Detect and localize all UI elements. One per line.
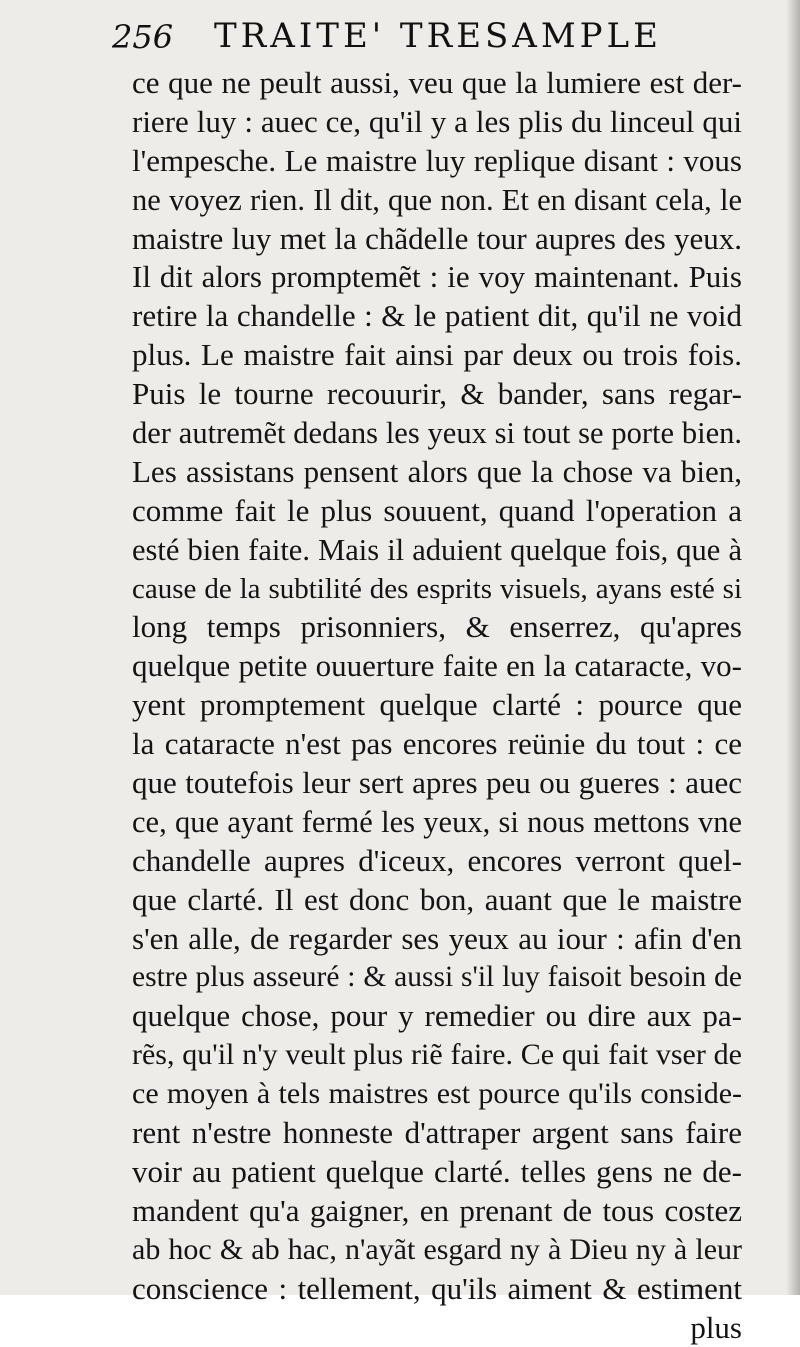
- text-line: que toutefois leur sert apres peu ou gueres : auec: [132, 764, 742, 803]
- text-line: plus. Le maistre fait ainsi par deux ou trois fois.: [132, 336, 742, 375]
- text-line: rẽs, qu'il n'y veult plus riẽ faire. Ce qui fait vser de: [132, 1036, 742, 1075]
- text-line: Les assistans pensent alors que la chose va bien,: [132, 453, 742, 492]
- running-title: TRAITE' TRESAMPLE: [214, 16, 662, 56]
- text-line: Il dit alors promptemẽt : ie voy maintenant. Puis: [132, 258, 742, 297]
- text-line: ce, que ayant fermé les yeux, si nous mettons vne: [132, 803, 742, 842]
- text-line: que clarté. Il est donc bon, auant que le maistre: [132, 881, 742, 920]
- text-line: retire la chandelle : & le patient dit, qu'il ne void: [132, 297, 742, 336]
- text-line: rent n'estre honneste d'attraper argent sans faire: [132, 1114, 742, 1153]
- text-line: cause de la subtilité des esprits visuels, ayans esté si: [132, 570, 742, 609]
- text-line: ce que ne peult aussi, veu que la lumiere est der-: [132, 64, 742, 103]
- text-line: maistre luy met la chãdelle tour aupres des yeux.: [132, 220, 742, 259]
- text-line: long temps prisonniers, & enserrez, qu'apres: [132, 608, 742, 647]
- text-line: riere luy : auec ce, qu'il y a les plis du linceul qui: [132, 103, 742, 142]
- text-line: quelque chose, pour y remedier ou dire aux pa-: [132, 997, 742, 1036]
- text-line: der autremẽt dedans les yeux si tout se porte bien.: [132, 414, 742, 453]
- text-line: ne voyez rien. Il dit, que non. Et en disant cela, le: [132, 181, 742, 220]
- page-number: 256: [112, 18, 173, 56]
- text-line: voir au patient quelque clarté. telles gens ne de-: [132, 1153, 742, 1192]
- text-line: Puis le tourne recouurir, & bander, sans regar-: [132, 375, 742, 414]
- text-line: s'en alle, de regarder ses yeux au iour : afin d'en: [132, 920, 742, 959]
- text-line: comme fait le plus souuent, quand l'operation a: [132, 492, 742, 531]
- text-line: esté bien faite. Mais il aduient quelque fois, que à: [132, 531, 742, 570]
- text-line: quelque petite ouuerture faite en la cataracte, vo-: [132, 647, 742, 686]
- text-line: mandent qu'a gaigner, en prenant de tous costez: [132, 1192, 742, 1231]
- text-line: yent promptement quelque clarté : pource que: [132, 686, 742, 725]
- text-line: chandelle aupres d'iceux, encores verront quel-: [132, 842, 742, 881]
- text-line: la cataracte n'est pas encores reünie du tout : ce: [132, 725, 742, 764]
- catchword: plus: [132, 1309, 742, 1347]
- text-line: conscience : tellement, qu'ils aiment & estiment: [132, 1270, 742, 1309]
- text-line: ce moyen à tels maistres est pource qu'ils conside-: [132, 1075, 742, 1114]
- text-line: estre plus asseuré : & aussi s'il luy faisoit besoin de: [132, 958, 742, 997]
- page-header: [112, 8, 792, 64]
- text-line: ab hoc & ab hac, n'ayãt esgard ny à Dieu ny à leur: [132, 1231, 742, 1270]
- text-line: l'empesche. Le maistre luy replique disant : vous: [132, 142, 742, 181]
- body-text: [132, 64, 742, 1347]
